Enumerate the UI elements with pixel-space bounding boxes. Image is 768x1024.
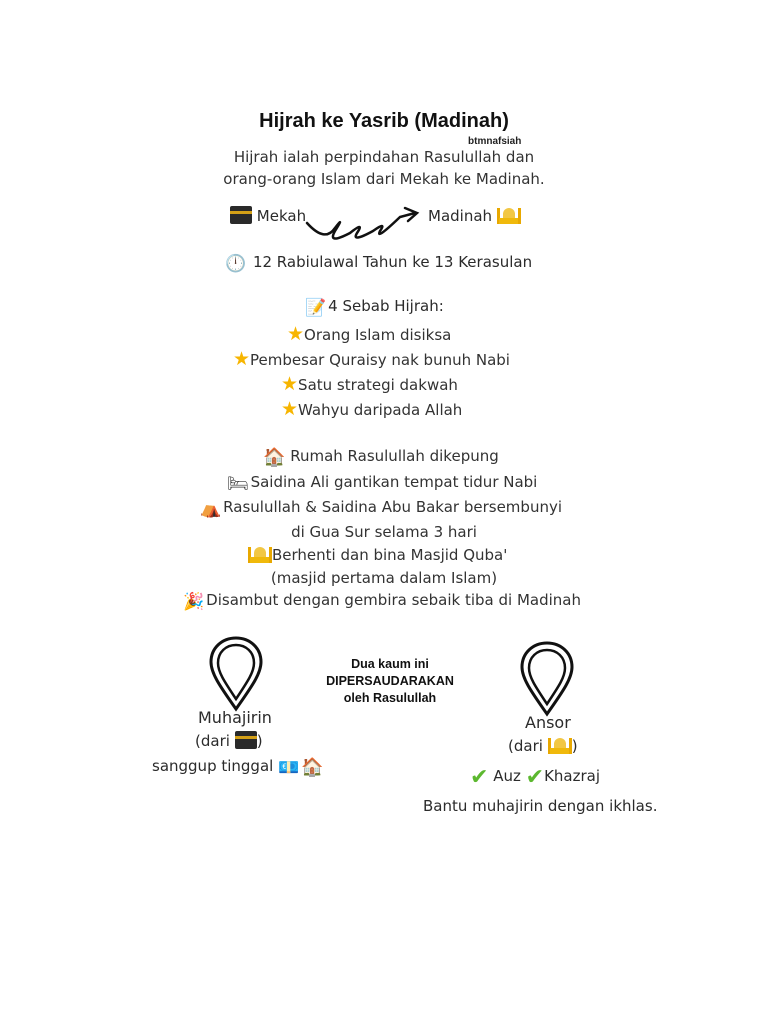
date-line <box>225 253 532 274</box>
event-line <box>183 591 581 612</box>
page-title: Hijrah ke Yasrib (Madinah) <box>259 110 509 132</box>
mosque-icon <box>248 545 272 563</box>
party-popper-icon: 🎉 <box>183 592 205 612</box>
cave-icon: ⛺ <box>200 499 222 519</box>
event-text: Rasulullah & Saidina Abu Bakar bersembunyi <box>223 498 562 516</box>
kaaba-icon <box>235 731 257 749</box>
reason-text: Satu strategi dakwah <box>298 376 458 394</box>
reasons-heading-text: 4 Sebab Hijrah: <box>328 297 444 315</box>
location-pin-icon <box>518 640 576 718</box>
event-text: Saidina Ali gantikan tempat tidur Nabi <box>250 473 538 491</box>
bond-text <box>300 656 480 707</box>
bond-line-2: DIPERSAUDARAKAN <box>326 674 454 688</box>
route-to-label: Madinah <box>428 207 493 225</box>
clock-icon: 🕛 <box>225 254 247 274</box>
origin-open: (dari <box>195 732 230 750</box>
bond-line-1: Dua kaum ini <box>351 657 429 671</box>
reason-item <box>287 323 451 345</box>
intro-line-2: orang-orang Islam dari Mekah ke Madinah. <box>223 170 545 188</box>
ansor-name: Ansor <box>525 713 571 732</box>
event-line <box>248 545 507 564</box>
star-icon: ★ <box>281 398 299 420</box>
star-icon: ★ <box>233 348 251 370</box>
event-text: Rumah Rasulullah dikepung <box>290 447 499 465</box>
reason-item <box>233 348 510 370</box>
check-icon: ✔ <box>525 765 545 790</box>
reason-text: Wahyu daripada Allah <box>298 401 463 419</box>
muhajirin-desc-text: sanggup tinggal <box>152 757 274 775</box>
kaaba-icon <box>230 206 252 224</box>
event-line <box>227 473 537 494</box>
route-from-label: Mekah <box>256 207 307 225</box>
muhajirin-desc <box>152 757 324 778</box>
author-credit: btmnafsiah <box>468 136 522 147</box>
check-icon: ✔ <box>470 765 489 790</box>
origin-close: ) <box>256 732 263 750</box>
date-text: 12 Rabiulawal Tahun ke 13 Kerasulan <box>252 253 533 271</box>
tribe-1: Auz <box>493 767 521 785</box>
bond-line-3: oleh Rasulullah <box>343 691 437 705</box>
bed-icon: 🛏 <box>227 474 249 494</box>
origin-open: (dari <box>508 737 543 755</box>
location-pin-icon <box>207 635 265 713</box>
ansor-origin <box>508 736 578 755</box>
event-text: Berhenti dan bina Masjid Quba' <box>272 546 508 564</box>
muhajirin-name: Muhajirin <box>198 708 272 727</box>
money-icon: 💶 <box>278 758 300 778</box>
reason-text: Pembesar Quraisy nak bunuh Nabi <box>250 351 510 369</box>
reason-text: Orang Islam disiksa <box>304 326 452 344</box>
route-to <box>428 206 521 225</box>
star-icon: ★ <box>287 323 305 345</box>
intro-line-1: Hijrah ialah perpindahan Rasulullah dan <box>233 148 535 166</box>
mosque-icon <box>497 206 521 224</box>
origin-close: ) <box>571 737 578 755</box>
house-icon: 🏠 <box>301 757 324 778</box>
tribe-2: Khazraj <box>544 767 601 785</box>
event-line-cont: (masjid pertama dalam Islam) <box>270 569 498 587</box>
reason-item <box>281 398 462 420</box>
mosque-icon <box>548 736 572 754</box>
house-icon: 🏠 <box>263 447 286 468</box>
ansor-tribes <box>470 765 600 790</box>
reason-item <box>281 373 458 395</box>
event-text: Disambut dengan gembira sebaik tiba di Madinah <box>206 591 582 609</box>
muhajirin-origin <box>195 731 263 750</box>
ansor-desc: Bantu muhajirin dengan ikhlas. <box>423 797 658 815</box>
memo-icon: 📝 <box>305 298 327 318</box>
star-icon: ★ <box>281 373 299 395</box>
event-line <box>263 447 499 468</box>
event-line <box>200 498 562 519</box>
event-line-cont: di Gua Sur selama 3 hari <box>291 523 477 541</box>
reasons-heading <box>305 297 444 318</box>
swirl-arrow-icon <box>305 203 425 248</box>
route-from <box>230 206 306 225</box>
